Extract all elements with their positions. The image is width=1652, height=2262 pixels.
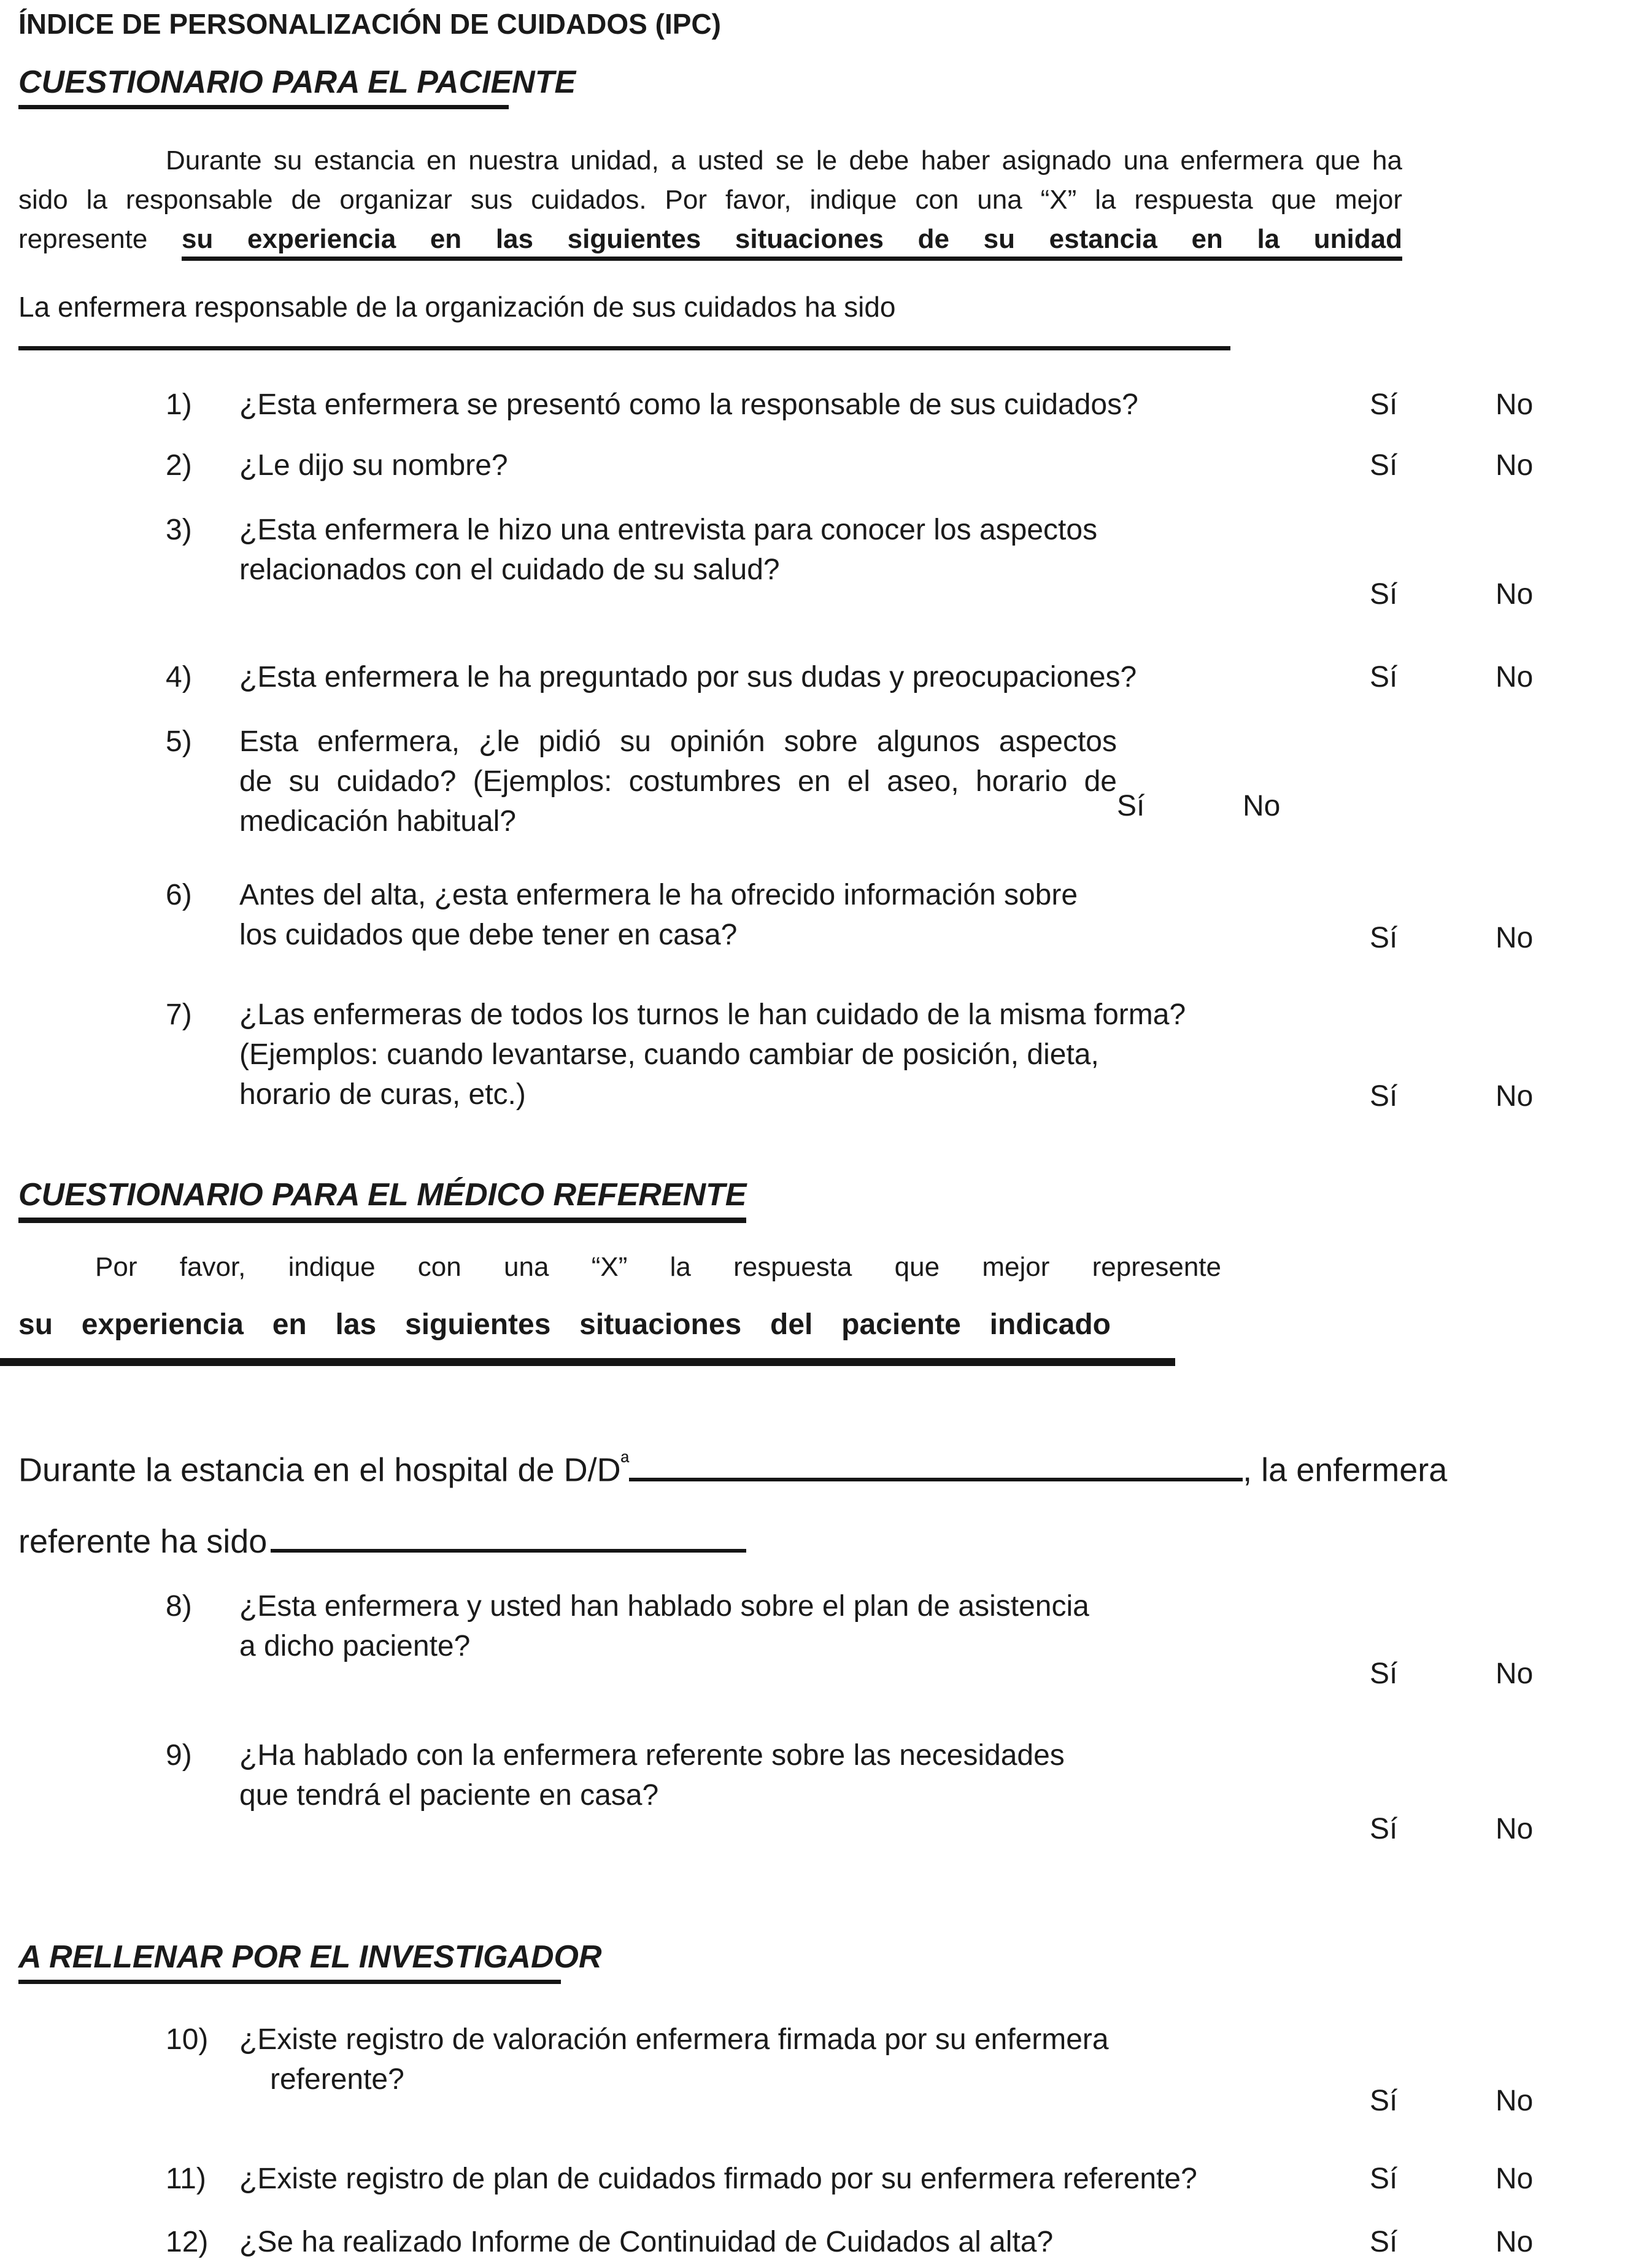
answer-no[interactable]: No	[1496, 2163, 1534, 2196]
question-line: ¿Ha hablado con la enfermera referente sobre las necesidades	[239, 1739, 1065, 1772]
answer-options	[1370, 1809, 1634, 1849]
answer-options	[1370, 1076, 1634, 1116]
question-row-10	[18, 2020, 1634, 2121]
question-text	[239, 2222, 1370, 2262]
answer-options	[1370, 2222, 1634, 2262]
question-line: ¿Esta enfermera y usted han hablado sobre el plan de asistencia	[239, 1589, 1089, 1623]
answer-options	[1370, 2159, 1634, 2199]
doctor-question-list	[18, 1586, 1634, 1849]
sentence-suffix: , la enfermera	[1243, 1451, 1448, 1489]
section-doctor	[18, 1178, 1634, 1849]
nurse-name-sentence	[18, 1521, 1634, 1562]
question-line: relacionados con el cuidado de su salud?	[239, 554, 780, 587]
answer-no[interactable]: No	[1496, 2226, 1534, 2259]
question-row-3	[18, 510, 1634, 614]
question-number: 11)	[166, 2163, 206, 2196]
question-line: ¿Le dijo su nombre?	[239, 449, 508, 482]
sentence-prefix: referente ha sido	[18, 1523, 268, 1560]
doctor-intro-line: Por favor, indique con una “X” la respuesta que mejor represente	[95, 1252, 1221, 1283]
answer-yes[interactable]: Sí	[1370, 922, 1398, 955]
question-number: 12)	[166, 2226, 209, 2259]
answer-options	[1370, 1654, 1634, 1694]
section-patient	[18, 65, 1634, 1116]
question-text	[239, 446, 1370, 485]
answer-no[interactable]: No	[1496, 2085, 1534, 2118]
doctor-intro-emphasis: su experiencia en las siguientes situaciones del paciente indicado	[18, 1308, 1111, 1341]
answer-yes[interactable]: Sí	[1370, 1080, 1398, 1113]
answer-no[interactable]: No	[1496, 1812, 1534, 1845]
answer-yes[interactable]: Sí	[1370, 2085, 1398, 2118]
question-line: horario de curas, etc.)	[239, 1078, 526, 1111]
question-line: ¿Existe registro de valoración enfermera firmada por su enfermera	[239, 2023, 1109, 2056]
answer-yes[interactable]: Sí	[1370, 1812, 1398, 1845]
ordinal-superscript: ª	[620, 1449, 630, 1475]
intro-line-emphasis: su experiencia en las siguientes situaciones de su estancia en la unidad	[182, 224, 1402, 261]
question-line: los cuidados que debe tener en casa?	[239, 919, 738, 952]
answer-no[interactable]: No	[1243, 790, 1281, 823]
question-row-7	[18, 995, 1634, 1116]
question-line: (Ejemplos: cuando levantarse, cuando cambiar de posición, dieta,	[239, 1038, 1099, 1071]
intro-line: sido la responsable de organizar sus cuidados. Por favor, indique con una “X” la respuesta que mejor	[18, 185, 1402, 215]
question-number: 4)	[166, 661, 192, 694]
nurse-name-lead-in: La enfermera responsable de la organización de sus cuidados ha sido	[18, 291, 896, 323]
question-text	[239, 1586, 1370, 1666]
question-row-6	[18, 875, 1634, 958]
question-number: 2)	[166, 449, 192, 482]
answer-yes[interactable]: Sí	[1370, 661, 1398, 694]
patient-name-fill-line[interactable]	[629, 1451, 1243, 1481]
question-line: Esta enfermera, ¿le pidió su opinión sobre algunos aspectos	[239, 725, 1117, 759]
investigator-section-heading: A RELLENAR POR EL INVESTIGADOR	[18, 1940, 602, 1984]
question-line: ¿Las enfermeras de todos los turnos le han cuidado de la misma forma?	[239, 998, 1186, 1032]
question-row-1	[18, 385, 1634, 425]
question-row-9	[18, 1735, 1634, 1849]
question-text	[239, 875, 1370, 955]
question-text	[239, 385, 1370, 425]
question-text	[239, 2020, 1370, 2099]
answer-options	[1370, 2081, 1634, 2121]
answer-no[interactable]: No	[1496, 1657, 1534, 1690]
sentence-prefix: Durante la estancia en el hospital de D/D	[18, 1451, 621, 1489]
question-number: 3)	[166, 514, 192, 547]
answer-yes[interactable]: Sí	[1370, 1657, 1398, 1690]
question-row-4	[18, 657, 1634, 697]
question-line: Antes del alta, ¿esta enfermera le ha ofrecido información sobre	[239, 879, 1078, 912]
question-line: referente?	[270, 2063, 404, 2096]
question-line: de su cuidado? (Ejemplos: costumbres en el aseo, horario de	[239, 765, 1117, 798]
answer-yes[interactable]: Sí	[1370, 388, 1398, 422]
question-number: 5)	[166, 725, 192, 759]
question-row-2	[18, 446, 1634, 485]
question-text	[239, 657, 1370, 697]
investigator-question-list	[18, 2020, 1634, 2262]
question-number: 10)	[166, 2023, 209, 2056]
question-line: ¿Esta enfermera le hizo una entrevista para conocer los aspectos	[239, 514, 1098, 547]
answer-options	[1370, 657, 1634, 697]
question-line: ¿Se ha realizado Informe de Continuidad de Cuidados al alta?	[239, 2226, 1054, 2259]
question-line: ¿Esta enfermera se presentó como la responsable de sus cuidados?	[239, 388, 1138, 422]
intro-line-prefix: represente	[18, 224, 182, 255]
answer-options	[1370, 446, 1634, 485]
question-text	[239, 995, 1370, 1114]
question-number: 9)	[166, 1739, 192, 1772]
question-text	[239, 510, 1370, 590]
patient-section-heading: CUESTIONARIO PARA EL PACIENTE	[18, 65, 576, 109]
emphasis-underline-rule	[0, 1358, 1175, 1366]
answer-yes[interactable]: Sí	[1370, 2163, 1398, 2196]
question-text	[239, 722, 1117, 841]
doctor-section-heading: CUESTIONARIO PARA EL MÉDICO REFERENTE	[18, 1178, 746, 1223]
patient-name-sentence	[18, 1442, 1634, 1490]
answer-no[interactable]: No	[1496, 922, 1534, 955]
answer-options	[1370, 574, 1634, 614]
section-investigator	[18, 1940, 1634, 2262]
question-text	[239, 2159, 1370, 2199]
question-row-5	[18, 722, 1634, 841]
answer-no[interactable]: No	[1496, 578, 1534, 611]
question-number: 6)	[166, 879, 192, 912]
answer-yes[interactable]: Sí	[1117, 790, 1145, 823]
intro-line	[18, 220, 1402, 259]
referent-nurse-fill-line[interactable]	[271, 1522, 746, 1553]
question-line: ¿Esta enfermera le ha preguntado por sus dudas y preocupaciones?	[239, 661, 1137, 694]
question-line: a dicho paciente?	[239, 1629, 471, 1662]
patient-question-list	[18, 385, 1634, 1116]
answer-options	[1370, 385, 1634, 425]
answer-no[interactable]: No	[1496, 388, 1534, 422]
questionnaire-document	[18, 7, 1634, 2262]
question-number: 7)	[166, 998, 192, 1032]
answer-options	[1370, 918, 1634, 958]
intro-line: Durante su estancia en nuestra unidad, a usted se le debe haber asignado una enfermera que ha	[166, 145, 1402, 176]
question-line: que tendrá el paciente en casa?	[239, 1778, 659, 1812]
answer-yes[interactable]: Sí	[1370, 2226, 1398, 2259]
question-row-11	[18, 2159, 1634, 2199]
question-line: medicación habitual?	[239, 805, 516, 838]
answer-no[interactable]: No	[1496, 661, 1534, 694]
question-number: 1)	[166, 388, 192, 422]
question-row-8	[18, 1586, 1634, 1694]
answer-yes[interactable]: Sí	[1370, 578, 1398, 611]
patient-intro-paragraph	[18, 141, 1402, 259]
answer-no[interactable]: No	[1496, 1080, 1534, 1113]
question-line: ¿Existe registro de plan de cuidados firmado por su enfermera referente?	[239, 2163, 1197, 2196]
answer-no[interactable]: No	[1496, 449, 1534, 482]
answer-yes[interactable]: Sí	[1370, 449, 1398, 482]
question-row-12	[18, 2222, 1634, 2262]
question-number: 8)	[166, 1589, 192, 1623]
nurse-name-fill-line[interactable]	[18, 346, 1230, 350]
answer-options	[1117, 786, 1381, 826]
question-text	[239, 1735, 1370, 1815]
page-title: ÍNDICE DE PERSONALIZACIÓN DE CUIDADOS (IPC)	[18, 8, 721, 40]
